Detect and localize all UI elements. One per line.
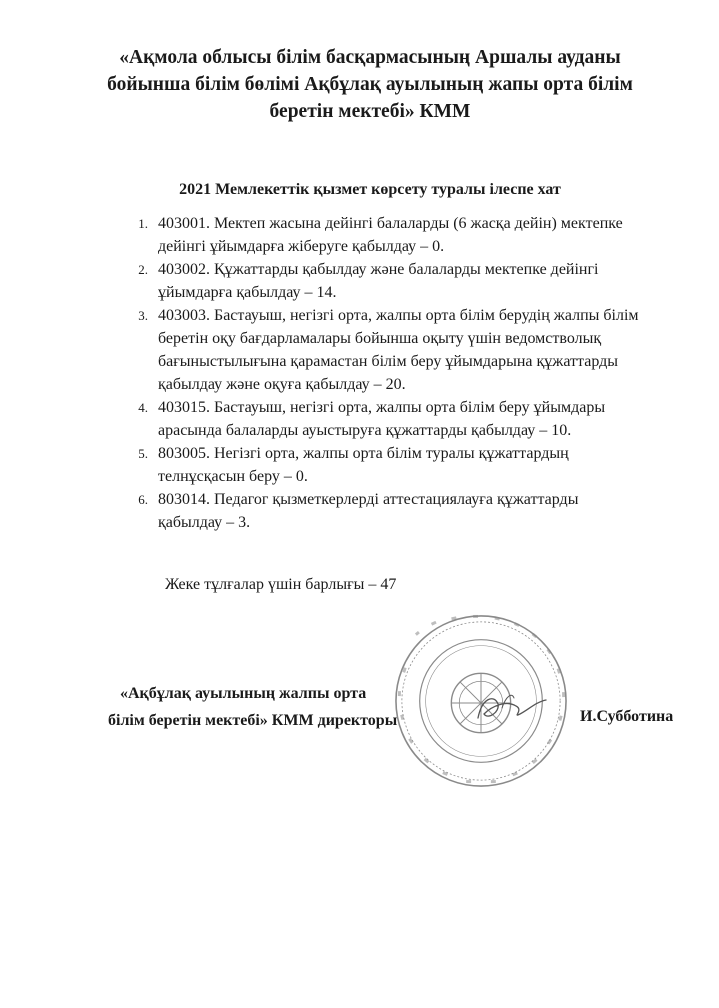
list-item xyxy=(120,442,680,488)
list-item-text: ұйымдарға қабылдау – 14. xyxy=(158,284,337,301)
list-item-text: қабылдау және оқуға қабылдау – 20. xyxy=(158,376,406,393)
document-title: 2021 Мемлекеттік қызмет көрсету туралы ілеспе хат xyxy=(179,181,561,198)
list-item xyxy=(120,304,680,396)
list-item-text: 803005. Негізгі орта, жалпы орта білім туралы құжаттардың xyxy=(158,445,569,462)
list-item-number: 1. xyxy=(138,216,148,231)
list-item-text: 803014. Педагог қызметкерлерді аттестациялауға құжаттарды xyxy=(158,491,579,508)
list-item-number: 4. xyxy=(138,400,148,415)
header-line-2: бойынша білім бөлімі Ақбұлақ ауылының жапы орта білім xyxy=(107,74,633,95)
list-item-text: арасында балаларды ауыстыруға құжаттарды қабылдау – 10. xyxy=(158,422,572,439)
document-header xyxy=(60,44,680,125)
list-item-text: бағыныстылығына қарамастан білім беру ұйымдарына құжаттарды xyxy=(158,353,618,370)
director-signature-block xyxy=(108,680,397,734)
list-item-number: 5. xyxy=(138,446,148,461)
list-item-number: 2. xyxy=(138,262,148,277)
list-item xyxy=(120,396,680,442)
list-item-text: беретін оқу бағдарламалары бойынша оқыту үшін ведомстволық xyxy=(158,330,602,347)
list-item-number: 6. xyxy=(138,492,148,507)
header-line-1: «Ақмола облысы білім басқармасының Аршалы ауданы xyxy=(119,47,621,68)
list-item-text: 403003. Бастауыш, негізгі орта, жалпы орта білім берудің жалпы білім xyxy=(158,307,639,324)
list-item xyxy=(120,488,680,534)
list-item xyxy=(120,212,680,258)
list-item-text: қабылдау – 3. xyxy=(158,514,251,531)
list-item-text: телнұсқасын беру – 0. xyxy=(158,468,308,485)
footer-line-1: «Ақбұлақ ауылының жалпы орта xyxy=(120,685,367,702)
header-line-3: беретін мектебі» КММ xyxy=(269,101,471,122)
list-item-text: 403001. Мектеп жасына дейінгі балаларды (6 жасқа дейін) мектепке xyxy=(158,215,623,232)
service-list xyxy=(120,212,680,534)
list-item-number: 3. xyxy=(138,308,148,323)
director-name: И.Субботина xyxy=(580,708,674,725)
list-item-text: дейінгі ұйымдарға жіберуге қабылдау – 0. xyxy=(158,238,445,255)
footer-line-2: білім беретін мектебі» КММ директоры xyxy=(108,712,398,729)
list-item-text: 403015. Бастауыш, негізгі орта, жалпы орта білім беру ұйымдары xyxy=(158,399,606,416)
list-item xyxy=(120,258,680,304)
total-summary: Жеке тұлғалар үшін барлығы – 47 xyxy=(165,576,397,593)
list-item-text: 403002. Құжаттарды қабылдау және балаларды мектепке дейінгі xyxy=(158,261,599,278)
signature xyxy=(472,688,552,728)
